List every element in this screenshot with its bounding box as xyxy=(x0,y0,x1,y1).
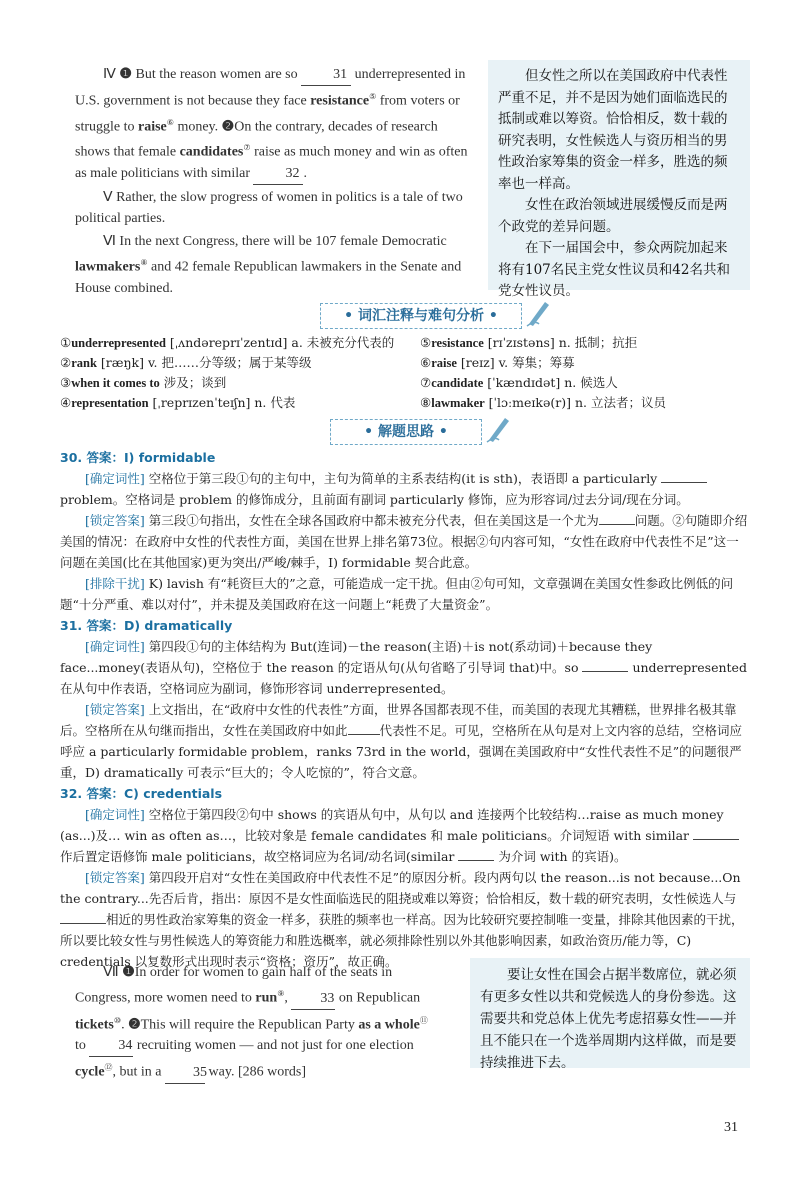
translation-p1: 但女性之所以在美国政府中代表性严重不足，并不是因为她们面临选民的抵制或难以筹资。恰恰相反，数十载的研究表明，女性候选人与资历相当的男性政治家筹集的资金一样多，胜选的频率也一样高。 xyxy=(498,68,728,192)
passage-bottom: Ⅶ ❶In order for women to gain half of the seats in Congress, more women need to run⑨, 33 on Republican tickets⑩. ❷This will require the Republican Party as a whole⑪ to 34 recruiting women — and not just for one election cycle⑫, but in a 35 way. [286 words] xyxy=(75,962,440,1084)
tag: [锁定答案] xyxy=(85,870,145,885)
blank xyxy=(458,860,494,861)
text: 代表性不足。可见，空格所在从句是对上文内容的总结，空格词应呼应 a particularly formidable problem，ranks 73rd in the world，强调在美国政府中“女性代表性不足”的问题很严重，D) dramatically 可表示“巨大的；令人吃惊的”，符合文意。 xyxy=(60,723,743,780)
blank xyxy=(693,839,739,840)
text: 空格位于第三段①句的主句中，主句为简单的主系表结构(it is sth)，表语即 a particularly xyxy=(144,471,658,486)
answer-30: 30. 答案：I) formidable xyxy=(60,450,216,465)
answer-32: 32. 答案：C) credentials xyxy=(60,786,223,801)
translation-p3: 在下一届国会中，参众两院加起来将有107名民主党女性议员和42名共和党女性议员。 xyxy=(498,240,730,299)
pen-icon xyxy=(485,414,511,444)
text: But the reason women are so xyxy=(135,67,298,82)
text: Rather, the slow progress of women in politics is a tale of two political parties. xyxy=(75,189,463,226)
footnote-ref: ⑧ xyxy=(140,257,148,267)
text: , but in a xyxy=(112,1064,162,1080)
tag: [确定词性] xyxy=(85,639,145,654)
vocab-section-header xyxy=(320,303,522,329)
translation-box-top xyxy=(488,60,750,299)
pen-icon xyxy=(525,298,551,328)
answer-31: 31. 答案：D) dramatically xyxy=(60,618,233,633)
tag: [锁定答案] xyxy=(85,702,145,717)
tag: [确定词性] xyxy=(85,807,145,822)
vocab-item: ⑤resistance [rɪˈzɪstəns] n. 抵制；抗拒 xyxy=(420,335,638,350)
vocab-item: ④representation [ˌreprɪzenˈteɪʃn] n. 代表 xyxy=(60,395,296,410)
tag: [确定词性] xyxy=(85,471,145,486)
blank-34: 34 xyxy=(89,1035,133,1057)
text: raise as much money and win as often as male politicians with xyxy=(75,144,468,181)
text: 第四段开启对“女性在美国政府中代表性不足”的原因分析。段内两句以 the reason...is not because...On the contrary...先否后肯，指出：原因不是女性面临选民的阻挠或难以筹资；恰恰相反，数十载的研究表明，女性候选人与 xyxy=(60,870,741,906)
text: money. xyxy=(177,119,219,135)
header-label: • 词汇注释与难句分析 • xyxy=(344,308,498,324)
blank xyxy=(582,671,628,672)
sentence-marker: ❶ xyxy=(122,965,135,980)
sentence-marker: ❷ xyxy=(128,1017,141,1033)
footnote-ref: ⑩ xyxy=(113,1015,122,1025)
text: On the contrary, decades of research shows that female xyxy=(75,119,438,160)
para-num: Ⅴ xyxy=(103,189,113,205)
text: 第四段①句的主体结构为 But(连词)－the reason(主语)＋is not(系动词)＋because they face...money(表语从句)，空格位于 the reason 的定语从句(从句省略了引导词 that)中。so xyxy=(60,639,653,675)
keyword: run xyxy=(255,990,278,1006)
para-num: Ⅵ xyxy=(103,233,116,249)
text: and 42 female Republican lawmakers in the Senate and House combined. xyxy=(75,259,462,296)
vocab-item: ⑦candidate [ˈkændɪdət] n. 候选人 xyxy=(420,375,618,390)
text: 为介词 with 的宾语)。 xyxy=(498,849,627,864)
blank xyxy=(599,524,635,525)
text: similar xyxy=(211,165,250,181)
header-label: • 解题思路 • xyxy=(364,424,448,440)
tag: [排除干扰] xyxy=(85,576,145,591)
text: on Republican xyxy=(338,990,421,1006)
text: recruiting women — and not just for one election xyxy=(136,1038,414,1054)
keyword: cycle xyxy=(75,1064,105,1080)
translation-p2: 女性在政治领域进展缓慢反而是两个政党的差异问题。 xyxy=(498,197,728,235)
blank xyxy=(348,734,380,735)
blank xyxy=(661,482,707,483)
keyword: raise xyxy=(138,119,167,135)
vocab-item: ②rank [ræŋk] v. 把……分等级；属于某等级 xyxy=(60,355,312,370)
page-number: 31 xyxy=(724,1120,738,1135)
keyword: resistance xyxy=(310,93,370,109)
vocab-item: ①underrepresented [ˌʌndəreprɪˈzentɪd] a. 未被充分代表的 xyxy=(60,335,395,350)
keyword: tickets xyxy=(75,1017,114,1033)
text: 上文指出，在“政府中女性的代表性”方面，世界各国都表现不佳，而美国的表现尤其糟糕，世界排名极其靠后。空格所在从句继而指出，女性在美国政府中如此 xyxy=(60,702,737,738)
text: underrepresented 在从句中作表语，空格词应为副词，修饰形容词 underrepresented。 xyxy=(60,660,747,696)
translation-p4: 要让女性在国会占据半数席位，就必须有更多女性以共和党候选人的身份参选。这需要共和党总体上优先考虑招募女性——并且不能只在一个选举周期内这样做，而是要持续推进下去。 xyxy=(480,967,737,1071)
sentence-marker: ❷ xyxy=(221,119,235,135)
solution-section-header xyxy=(330,419,482,445)
keyword: lawmakers xyxy=(75,259,141,275)
vocab-list-left xyxy=(60,333,400,413)
text: In the next Congress, there will be 107 female Democratic xyxy=(119,233,447,249)
text: way. [286 words] xyxy=(208,1064,306,1080)
text: 空格位于第四段②句中 shows 的宾语从句中，从句以 and 连接两个比较结构…raise as much money (as...)及… win as often as…，比较对象是 female candidates 和 male politicians。介词短语 with similar xyxy=(60,807,724,843)
blank-35: 35 xyxy=(165,1062,205,1084)
text: 第三段①句指出，女性在全球各国政府中都未被充分代表，但在美国这是一个尤为 xyxy=(144,513,599,528)
translation-box-bottom xyxy=(470,958,750,1071)
footnote-ref: ⑥ xyxy=(166,117,174,127)
blank xyxy=(60,923,106,924)
text: . xyxy=(303,165,307,181)
text: to xyxy=(75,1038,86,1054)
blank-33: 33 xyxy=(291,988,335,1010)
blank-32: 32 xyxy=(253,163,303,185)
para-num: Ⅶ xyxy=(103,965,119,980)
footnote-ref: ⑨ xyxy=(277,989,285,998)
tag: [锁定答案] xyxy=(85,513,145,528)
vocab-item: ⑥raise [reɪz] v. 筹集；筹募 xyxy=(420,355,575,370)
keyword: candidates xyxy=(179,144,244,160)
para-num: Ⅳ xyxy=(103,67,116,82)
solutions xyxy=(60,447,750,972)
vocab-list-right xyxy=(420,333,750,413)
vocab-item: ⑧lawmaker [ˈlɔːmeɪkə(r)] n. 立法者；议员 xyxy=(420,395,666,410)
text: 作后置定语修饰 male politicians，故空格词应为名词/动名词(similar xyxy=(60,849,455,864)
paragraph-4 xyxy=(75,64,470,185)
blank-31: 31 xyxy=(301,64,351,86)
text: from voters or struggle to xyxy=(75,93,460,135)
keyword: as a whole xyxy=(358,1017,420,1033)
paragraph-6 xyxy=(75,231,470,299)
footnote-ref: ⑫ xyxy=(104,1063,113,1073)
text: This will require the Republican Party xyxy=(140,1017,355,1033)
vocab-item: ③when it comes to 涉及；谈到 xyxy=(60,375,227,390)
passage-top xyxy=(75,64,470,299)
text: In order for women to gain half of the seats in Congress, more women need to xyxy=(75,965,393,1006)
sentence-marker: ❶ xyxy=(119,67,132,82)
footnote-ref: ⑦ xyxy=(243,143,251,153)
text: problem。空格词是 problem 的修饰成分，且前面有副词 particularly 修饰，应为形容词/过去分词/现在分词。 xyxy=(60,492,689,507)
paragraph-5 xyxy=(75,187,470,229)
text: 相近的男性政治家筹集的资金一样多，获胜的频率也一样高。因为比较研究要控制唯一变量，排除其他因素的干扰，所以要比较女性与男性候选人的筹资能力和胜选概率，就必须排除性别以外其他影响因素，如政治资历/能力等，C) credentials 以复数形式出现时表示“资格；资历”，故正确。 xyxy=(60,912,744,969)
footnote-ref: ⑪ xyxy=(419,1015,428,1025)
text: 问题。②句随即介绍美国的情况：在政府中女性的代表性方面，美国在世界上排名第73位。根据②句内容可知，“女性在政府中代表性不足”这一问题在美国(比在其他国家)更为突出/严峻/棘手，I) formidable 契合此意。 xyxy=(60,513,748,570)
text: underrepresented in U.S. government is not because they face xyxy=(75,67,466,109)
footnote-ref: ⑤ xyxy=(369,92,377,101)
text: K) lavish 有“耗资巨大的”之意，可能造成一定干扰。但由②句可知，文章强调在美国女性参政比例低的问题“十分严重、难以对付”，并未提及美国政府在这一问题上“耗费了大量资金”。 xyxy=(60,576,734,612)
